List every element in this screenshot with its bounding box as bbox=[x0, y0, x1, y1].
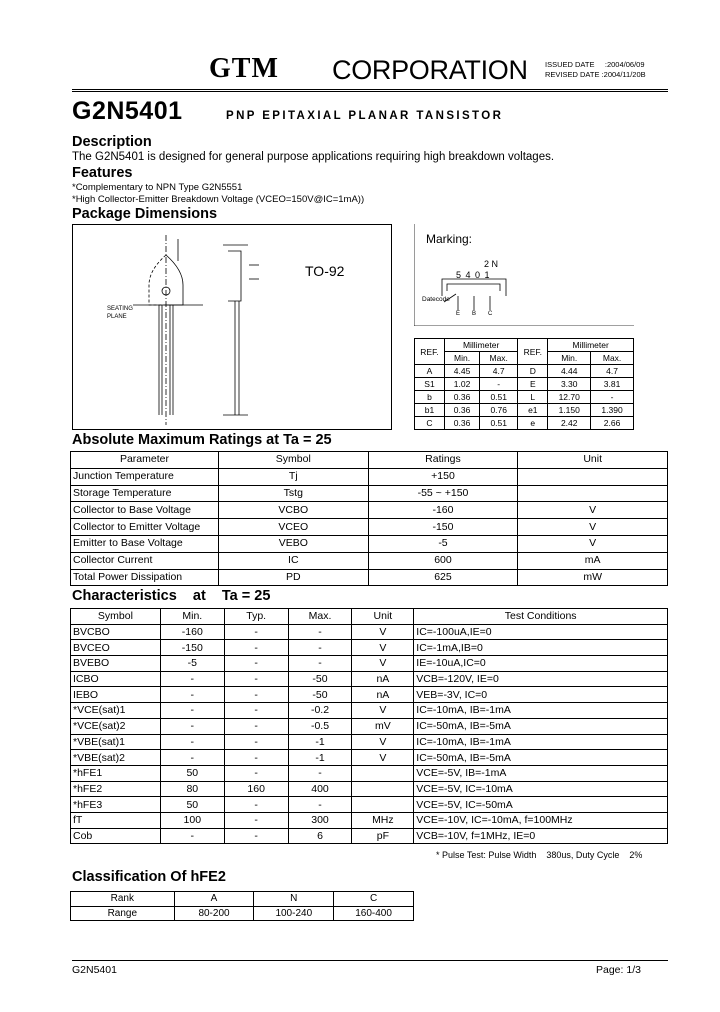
amr-cell: Total Power Dissipation bbox=[71, 569, 219, 586]
char-cell: - bbox=[288, 640, 352, 656]
amr-cell: VEBO bbox=[218, 535, 368, 552]
cls-cell: N bbox=[254, 892, 334, 907]
char-cell: V bbox=[352, 640, 414, 656]
characteristics-heading: Characteristics at Ta = 25 bbox=[72, 588, 271, 604]
amr-cell bbox=[518, 468, 668, 485]
pin-e-label: E bbox=[456, 311, 461, 317]
dims-cell: e bbox=[518, 417, 548, 430]
dims-cell: 4.44 bbox=[548, 365, 591, 378]
table-row bbox=[71, 656, 668, 672]
char-cell: - bbox=[160, 734, 224, 750]
table-row bbox=[71, 671, 668, 687]
dims-cell: - bbox=[480, 378, 518, 391]
amr-cell: V bbox=[518, 535, 668, 552]
char-cell: - bbox=[224, 671, 288, 687]
datecode-label: Datecode bbox=[422, 296, 450, 303]
char-cell: VCB=-120V, IE=0 bbox=[414, 671, 668, 687]
dims-cell: C bbox=[415, 417, 445, 430]
dims-max-header-2: Max. bbox=[591, 352, 634, 365]
char-cell: - bbox=[160, 671, 224, 687]
dims-cell: 0.36 bbox=[445, 391, 480, 404]
dims-cell: 4.45 bbox=[445, 365, 480, 378]
char-cell: - bbox=[160, 703, 224, 719]
char-cell: -0.2 bbox=[288, 703, 352, 719]
char-cell: - bbox=[224, 812, 288, 828]
amr-cell: V bbox=[518, 519, 668, 536]
char-cell: VCE=-5V, IC=-10mA bbox=[414, 781, 668, 797]
amr-cell bbox=[518, 485, 668, 502]
char-header-typ: Typ. bbox=[224, 609, 288, 625]
amr-cell: VCBO bbox=[218, 502, 368, 519]
dims-cell: 2.42 bbox=[548, 417, 591, 430]
char-cell: VCE=-5V, IC=-50mA bbox=[414, 797, 668, 813]
revised-label: REVISED DATE bbox=[545, 70, 600, 79]
char-cell: -160 bbox=[160, 624, 224, 640]
table-row bbox=[71, 640, 668, 656]
char-cell: - bbox=[224, 828, 288, 844]
char-cell: - bbox=[224, 718, 288, 734]
char-cell: 50 bbox=[160, 797, 224, 813]
footer-part-number: G2N5401 bbox=[72, 964, 117, 976]
package-name: TO-92 bbox=[305, 263, 345, 279]
amr-cell: PD bbox=[218, 569, 368, 586]
characteristics-table bbox=[70, 608, 668, 844]
cls-cell: A bbox=[174, 892, 254, 907]
table-row bbox=[71, 765, 668, 781]
dims-cell: 0.36 bbox=[445, 404, 480, 417]
char-cell: VCE=-5V, IB=-1mA bbox=[414, 765, 668, 781]
table-row bbox=[71, 750, 668, 766]
dims-cell: A bbox=[415, 365, 445, 378]
to92-outline-drawing bbox=[73, 225, 393, 431]
table-row bbox=[71, 892, 414, 907]
char-cell: IC=-1mA,IB=0 bbox=[414, 640, 668, 656]
dims-cell: 3.81 bbox=[591, 378, 634, 391]
char-cell: VEB=-3V, IC=0 bbox=[414, 687, 668, 703]
char-cell: mV bbox=[352, 718, 414, 734]
revised-value: :2004/11/20B bbox=[601, 70, 646, 79]
header-divider bbox=[72, 89, 668, 90]
char-cell: VCB=-10V, f=1MHz, IE=0 bbox=[414, 828, 668, 844]
abs-max-header-unit: Unit bbox=[518, 452, 668, 469]
cls-cell: C bbox=[334, 892, 414, 907]
table-row bbox=[71, 734, 668, 750]
char-cell: *hFE3 bbox=[71, 797, 161, 813]
corporation-title: CORPORATION bbox=[332, 55, 528, 85]
dims-cell: 4.7 bbox=[480, 365, 518, 378]
table-row bbox=[415, 391, 634, 404]
char-cell: - bbox=[288, 797, 352, 813]
marking-diagram bbox=[414, 224, 634, 326]
package-heading: Package Dimensions bbox=[72, 206, 218, 222]
issued-label: ISSUED DATE bbox=[545, 60, 595, 69]
amr-cell: Emitter to Base Voltage bbox=[71, 535, 219, 552]
table-row bbox=[71, 519, 668, 536]
dims-cell: L bbox=[518, 391, 548, 404]
cls-cell: 80-200 bbox=[174, 906, 254, 921]
char-cell: - bbox=[224, 624, 288, 640]
char-cell: 100 bbox=[160, 812, 224, 828]
char-cell: IC=-100uA,IE=0 bbox=[414, 624, 668, 640]
pulse-test-footnote: * Pulse Test: Pulse Width 380us, Duty Cycle 2% bbox=[436, 850, 643, 860]
amr-cell: -160 bbox=[368, 502, 518, 519]
char-cell: pF bbox=[352, 828, 414, 844]
table-row bbox=[415, 365, 634, 378]
char-cell: 50 bbox=[160, 765, 224, 781]
char-cell: - bbox=[160, 718, 224, 734]
char-cell: V bbox=[352, 703, 414, 719]
dims-cell: - bbox=[591, 391, 634, 404]
amr-cell: -5 bbox=[368, 535, 518, 552]
char-cell: -50 bbox=[288, 671, 352, 687]
description-heading: Description bbox=[72, 134, 152, 150]
char-cell: V bbox=[352, 624, 414, 640]
table-row bbox=[71, 906, 414, 921]
amr-cell: V bbox=[518, 502, 668, 519]
amr-cell: Junction Temperature bbox=[71, 468, 219, 485]
dims-cell: 4.7 bbox=[591, 365, 634, 378]
char-cell: BVCBO bbox=[71, 624, 161, 640]
char-cell bbox=[352, 765, 414, 781]
char-cell: IC=-10mA, IB=-1mA bbox=[414, 734, 668, 750]
table-row bbox=[415, 404, 634, 417]
dims-unit-header: Millimeter bbox=[445, 339, 518, 352]
dims-cell: D bbox=[518, 365, 548, 378]
char-cell: -150 bbox=[160, 640, 224, 656]
char-cell: -50 bbox=[288, 687, 352, 703]
company-logo: GTM bbox=[209, 53, 279, 84]
dims-unit-header-2: Millimeter bbox=[548, 339, 634, 352]
char-cell bbox=[352, 797, 414, 813]
table-row bbox=[71, 485, 668, 502]
cls-cell: Range bbox=[71, 906, 175, 921]
char-cell: nA bbox=[352, 671, 414, 687]
seating-plane-label: SEATING PLANE bbox=[107, 306, 133, 320]
char-cell: - bbox=[224, 765, 288, 781]
pin-c-label: C bbox=[488, 311, 493, 317]
amr-cell: Storage Temperature bbox=[71, 485, 219, 502]
table-row bbox=[71, 687, 668, 703]
dims-cell: 12.70 bbox=[548, 391, 591, 404]
marking-line-1: 2 N bbox=[484, 259, 499, 269]
table-row bbox=[71, 552, 668, 569]
classification-heading: Classification Of hFE2 bbox=[72, 869, 226, 885]
header-divider-2 bbox=[72, 91, 668, 92]
table-row bbox=[71, 535, 668, 552]
char-cell: - bbox=[160, 750, 224, 766]
char-cell: 400 bbox=[288, 781, 352, 797]
dimensions-table bbox=[414, 338, 634, 430]
dims-cell: E bbox=[518, 378, 548, 391]
abs-max-heading: Absolute Maximum Ratings at Ta = 25 bbox=[72, 432, 332, 448]
char-cell: *VBE(sat)1 bbox=[71, 734, 161, 750]
abs-max-header-ratings: Ratings bbox=[368, 452, 518, 469]
cls-cell: 100-240 bbox=[254, 906, 334, 921]
char-header-conditions: Test Conditions bbox=[414, 609, 668, 625]
char-cell: V bbox=[352, 734, 414, 750]
abs-max-header-symbol: Symbol bbox=[218, 452, 368, 469]
dims-ref-header-2: REF. bbox=[518, 339, 548, 365]
amr-cell: -150 bbox=[368, 519, 518, 536]
table-row bbox=[71, 569, 668, 586]
marking-label: Marking: bbox=[426, 232, 473, 246]
char-cell: IC=-50mA, IB=-5mA bbox=[414, 750, 668, 766]
char-cell: -5 bbox=[160, 656, 224, 672]
char-cell: - bbox=[224, 656, 288, 672]
char-cell: ICBO bbox=[71, 671, 161, 687]
char-header-unit: Unit bbox=[352, 609, 414, 625]
dims-cell: 0.51 bbox=[480, 417, 518, 430]
char-cell: 6 bbox=[288, 828, 352, 844]
table-row bbox=[71, 812, 668, 828]
char-cell: V bbox=[352, 656, 414, 672]
abs-max-header-parameter: Parameter bbox=[71, 452, 219, 469]
amr-cell: 625 bbox=[368, 569, 518, 586]
char-cell: *VCE(sat)1 bbox=[71, 703, 161, 719]
char-cell: IC=-50mA, IB=-5mA bbox=[414, 718, 668, 734]
amr-cell: Tstg bbox=[218, 485, 368, 502]
char-cell: nA bbox=[352, 687, 414, 703]
char-cell: *VBE(sat)2 bbox=[71, 750, 161, 766]
cls-cell: 160-400 bbox=[334, 906, 414, 921]
dims-min-header: Min. bbox=[445, 352, 480, 365]
table-row bbox=[71, 624, 668, 640]
char-cell: - bbox=[288, 656, 352, 672]
dims-cell: 3.30 bbox=[548, 378, 591, 391]
char-header-symbol: Symbol bbox=[71, 609, 161, 625]
char-cell: - bbox=[224, 687, 288, 703]
char-cell: IE=-10uA,IC=0 bbox=[414, 656, 668, 672]
pin-b-label: B bbox=[472, 311, 477, 317]
table-row bbox=[71, 502, 668, 519]
dims-cell: 1.150 bbox=[548, 404, 591, 417]
char-cell: -0.5 bbox=[288, 718, 352, 734]
char-cell: V bbox=[352, 750, 414, 766]
amr-cell: mA bbox=[518, 552, 668, 569]
dims-cell: 0.51 bbox=[480, 391, 518, 404]
dims-cell: S1 bbox=[415, 378, 445, 391]
marking-line-2: 5 4 0 1 bbox=[456, 270, 491, 280]
dims-cell: 1.390 bbox=[591, 404, 634, 417]
char-cell: BVEBO bbox=[71, 656, 161, 672]
amr-cell: Collector to Emitter Voltage bbox=[71, 519, 219, 536]
footer-page-number: Page: 1/3 bbox=[596, 964, 641, 976]
transistor-type: PNP EPITAXIAL PLANAR TANSISTOR bbox=[226, 110, 504, 122]
amr-cell: Tj bbox=[218, 468, 368, 485]
description-text: The G2N5401 is designed for general purpose applications requiring high breakdown voltages. bbox=[72, 151, 555, 163]
char-cell: - bbox=[224, 734, 288, 750]
char-cell: BVCEO bbox=[71, 640, 161, 656]
char-cell: 300 bbox=[288, 812, 352, 828]
footer-divider bbox=[72, 960, 668, 961]
char-cell: - bbox=[224, 797, 288, 813]
char-cell: - bbox=[288, 765, 352, 781]
char-cell: MHz bbox=[352, 812, 414, 828]
dims-ref-header: REF. bbox=[415, 339, 445, 365]
char-cell: - bbox=[224, 750, 288, 766]
amr-cell: mW bbox=[518, 569, 668, 586]
char-cell: -1 bbox=[288, 750, 352, 766]
issued-value: :2004/06/09 bbox=[604, 60, 645, 69]
char-cell: -1 bbox=[288, 734, 352, 750]
amr-cell: +150 bbox=[368, 468, 518, 485]
char-cell: Cob bbox=[71, 828, 161, 844]
dims-max-header: Max. bbox=[480, 352, 518, 365]
char-cell: - bbox=[160, 828, 224, 844]
part-number: G2N5401 bbox=[72, 97, 183, 125]
char-cell: - bbox=[224, 703, 288, 719]
char-cell: 160 bbox=[224, 781, 288, 797]
feature-item-1: *Complementary to NPN Type G2N5551 bbox=[72, 182, 243, 193]
features-heading: Features bbox=[72, 165, 133, 181]
amr-cell: -55 ~ +150 bbox=[368, 485, 518, 502]
char-cell: - bbox=[160, 687, 224, 703]
char-cell: 80 bbox=[160, 781, 224, 797]
table-row bbox=[71, 797, 668, 813]
dims-cell: 0.76 bbox=[480, 404, 518, 417]
char-header-max: Max. bbox=[288, 609, 352, 625]
package-drawing bbox=[72, 224, 392, 430]
char-cell: *hFE1 bbox=[71, 765, 161, 781]
table-row bbox=[415, 417, 634, 430]
dims-cell: e1 bbox=[518, 404, 548, 417]
char-cell: IEBO bbox=[71, 687, 161, 703]
amr-cell: VCEO bbox=[218, 519, 368, 536]
char-cell: - bbox=[224, 640, 288, 656]
amr-cell: 600 bbox=[368, 552, 518, 569]
char-cell: IC=-10mA, IB=-1mA bbox=[414, 703, 668, 719]
amr-cell: Collector Current bbox=[71, 552, 219, 569]
amr-cell: Collector to Base Voltage bbox=[71, 502, 219, 519]
char-cell: VCE=-10V, IC=-10mA, f=100MHz bbox=[414, 812, 668, 828]
abs-max-table bbox=[70, 451, 668, 586]
char-cell bbox=[352, 781, 414, 797]
issue-dates bbox=[545, 60, 646, 80]
dims-cell: 1.02 bbox=[445, 378, 480, 391]
table-row bbox=[71, 781, 668, 797]
char-cell: - bbox=[288, 624, 352, 640]
amr-cell: IC bbox=[218, 552, 368, 569]
table-row bbox=[71, 718, 668, 734]
dims-cell: b bbox=[415, 391, 445, 404]
dims-cell: b1 bbox=[415, 404, 445, 417]
table-row bbox=[71, 703, 668, 719]
feature-item-2: *High Collector-Emitter Breakdown Voltage (VCEO=150V@IC=1mA)) bbox=[72, 194, 365, 205]
dims-cell: 2.66 bbox=[591, 417, 634, 430]
table-row bbox=[71, 828, 668, 844]
classification-table bbox=[70, 891, 414, 921]
dims-min-header-2: Min. bbox=[548, 352, 591, 365]
char-cell: *hFE2 bbox=[71, 781, 161, 797]
cls-cell: Rank bbox=[71, 892, 175, 907]
table-row bbox=[71, 468, 668, 485]
char-cell: *VCE(sat)2 bbox=[71, 718, 161, 734]
char-cell: fT bbox=[71, 812, 161, 828]
char-header-min: Min. bbox=[160, 609, 224, 625]
dims-cell: 0.36 bbox=[445, 417, 480, 430]
table-row bbox=[415, 378, 634, 391]
